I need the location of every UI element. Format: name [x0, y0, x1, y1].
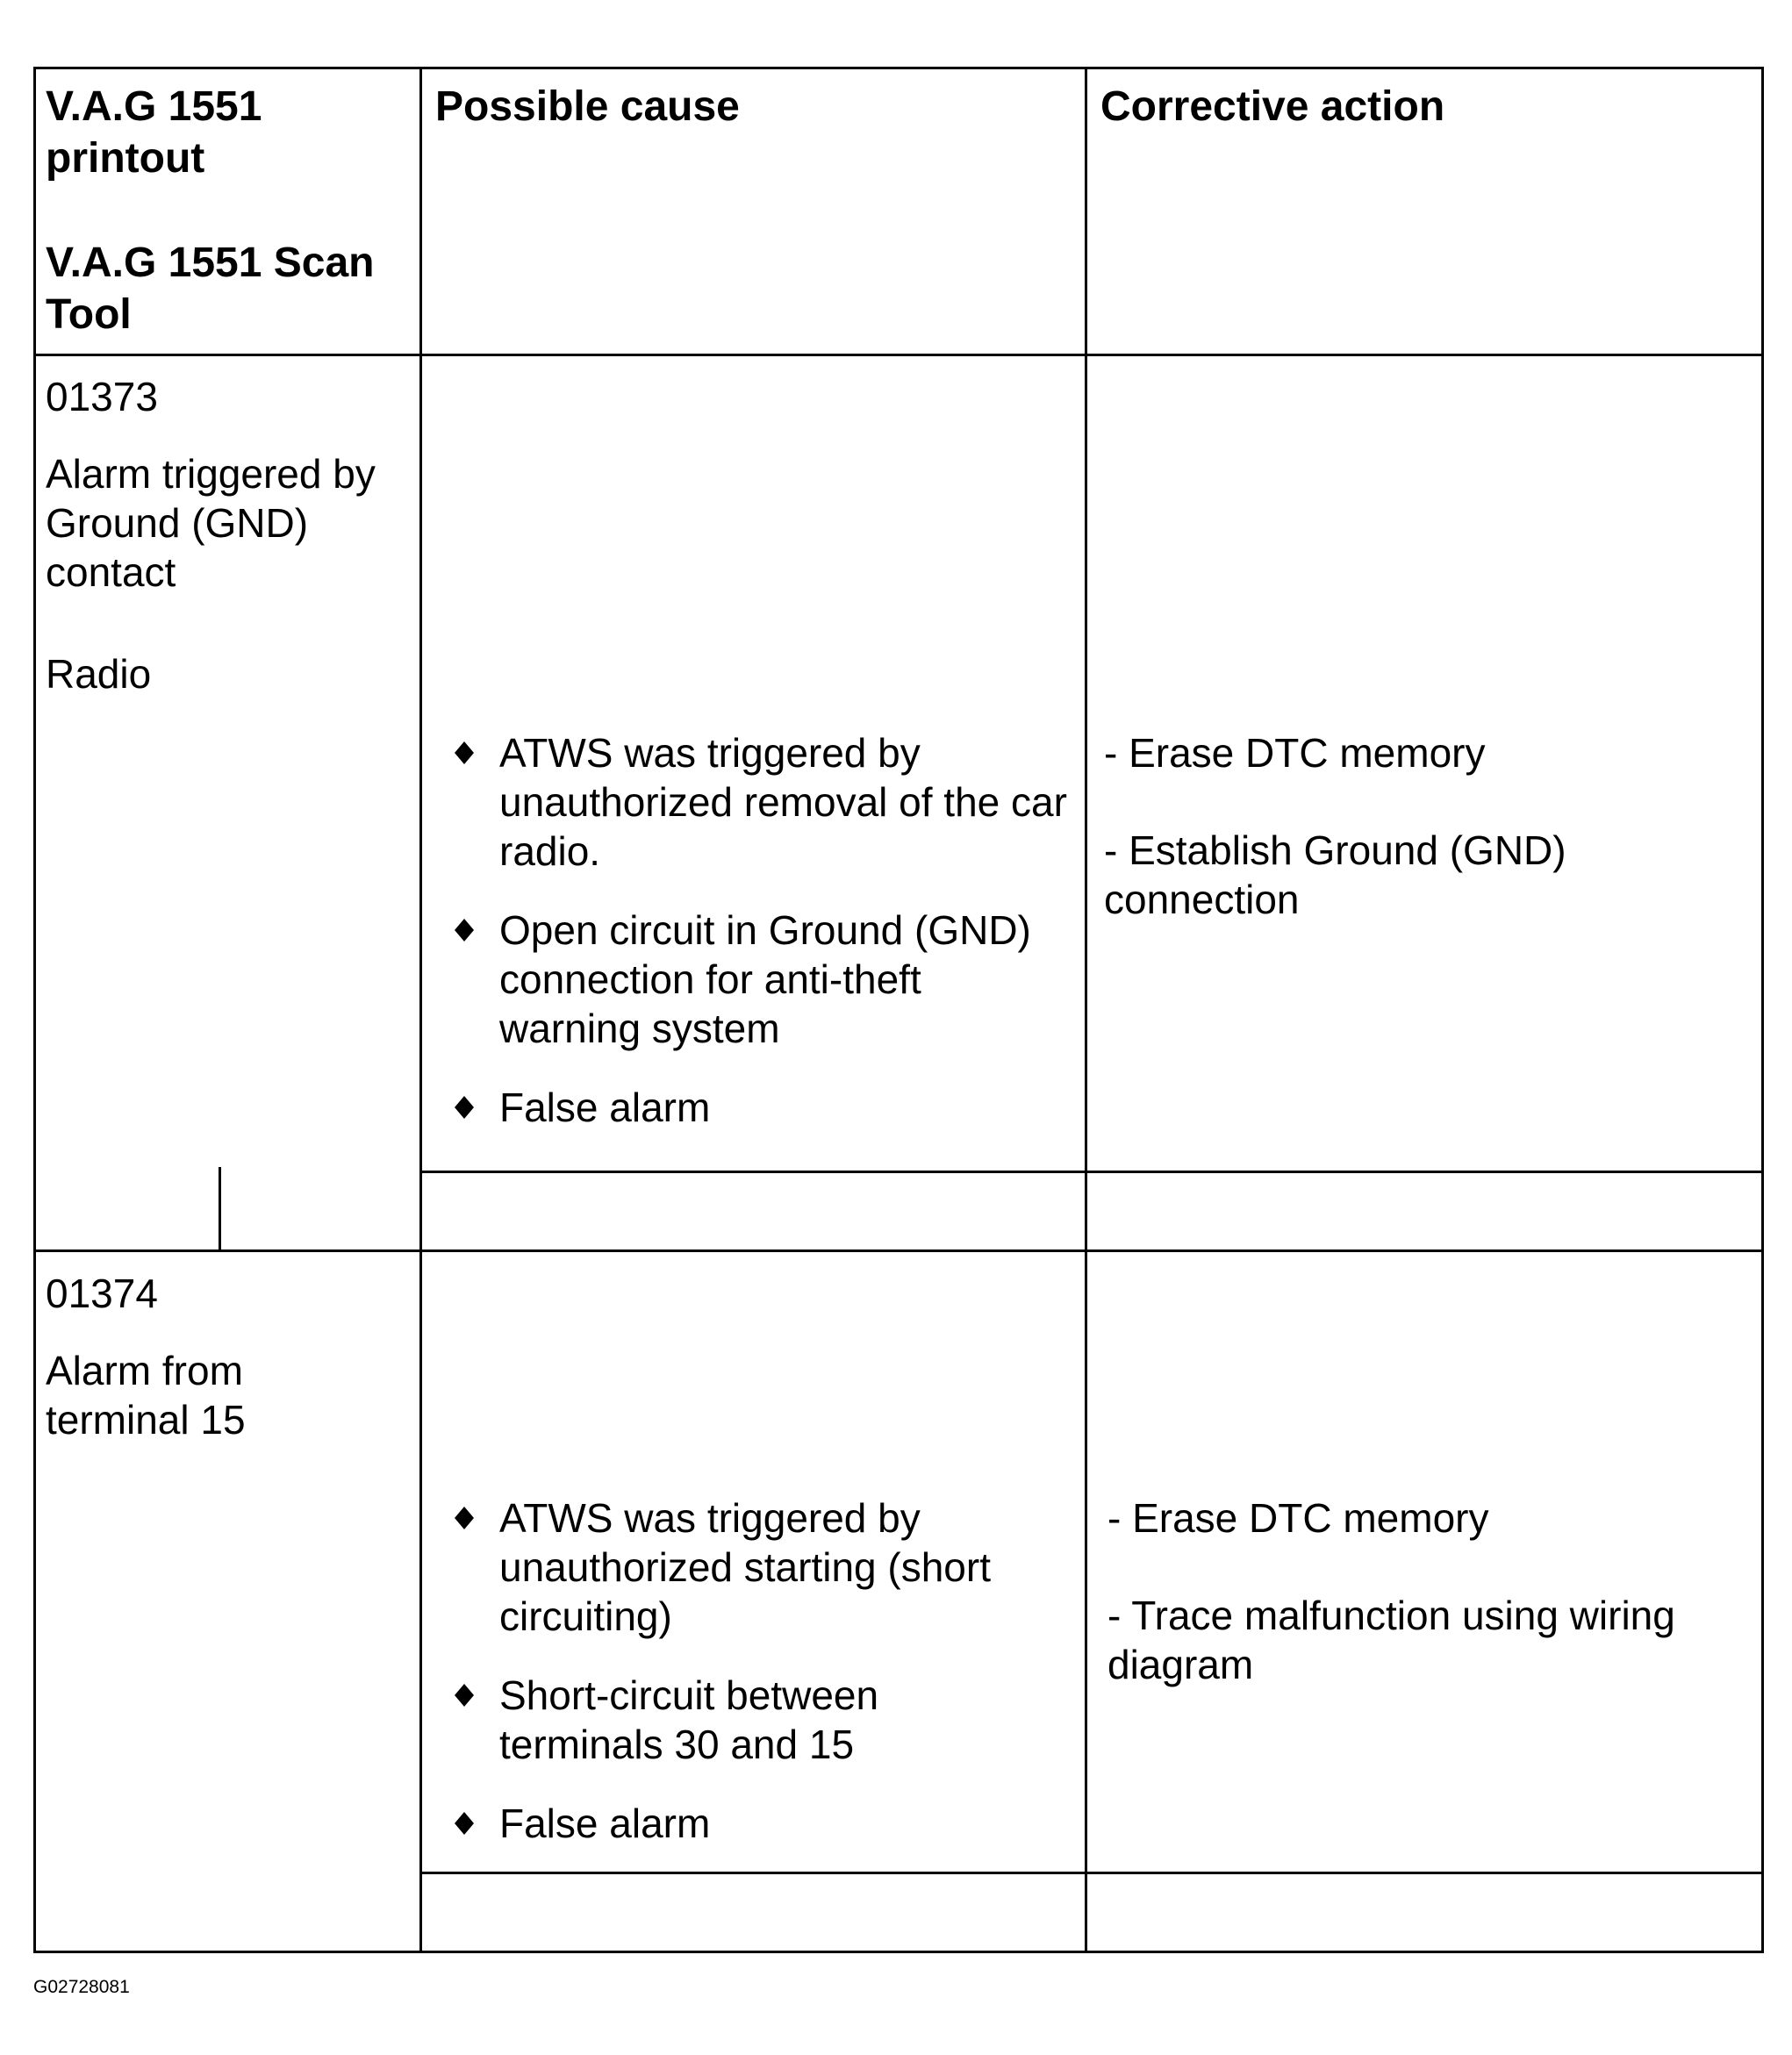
row1-sub-divider: [419, 1171, 1764, 1173]
row1-component: Radio: [46, 651, 152, 697]
list-item: [455, 1493, 1034, 1641]
list-item: [455, 1083, 1069, 1132]
row-divider: [33, 1249, 1764, 1252]
row2-sub-divider: [419, 1872, 1764, 1874]
row2-causes: [455, 1493, 1034, 1848]
header-scan-tool: V.A.G 1551 Scan Tool: [46, 240, 375, 338]
diamond-bullet-icon: [455, 1684, 474, 1707]
row2-actions: [1107, 1493, 1739, 1689]
row1-actions: [1104, 728, 1736, 924]
cause-text: Open circuit in Ground (GND) connection for anti-theft warning system: [499, 907, 1031, 1051]
diamond-bullet-icon: [455, 741, 474, 764]
cause-text: False alarm: [499, 1085, 711, 1130]
header-corrective-action: Corrective action: [1100, 83, 1445, 130]
cause-text: ATWS was triggered by unauthorized starting (short circuiting): [499, 1495, 991, 1639]
list-item: [455, 906, 1069, 1053]
header-printout: V.A.G 1551 printout: [46, 83, 262, 182]
action-item: - Trace malfunction using wiring diagram: [1107, 1593, 1675, 1687]
list-item: [455, 1671, 1034, 1769]
row1-causes: [455, 728, 1069, 1132]
figure-id: G02728081: [33, 1977, 130, 1997]
action-item: - Establish Ground (GND) connection: [1104, 827, 1566, 922]
diamond-bullet-icon: [455, 1812, 474, 1835]
diamond-bullet-icon: [455, 1507, 474, 1529]
cause-text: Short-circuit between terminals 30 and 15: [499, 1672, 879, 1767]
row1-code: 01373: [46, 374, 158, 419]
cause-text: ATWS was triggered by unauthorized removal of the car radio.: [499, 730, 1067, 874]
diamond-bullet-icon: [455, 919, 474, 942]
list-item: [455, 728, 1069, 876]
column-divider-2: [1085, 67, 1087, 1953]
row2-code: 01374: [46, 1271, 158, 1316]
row1-description: Alarm triggered by Ground (GND) contact: [46, 451, 376, 595]
list-item: [455, 1799, 1034, 1848]
header-possible-cause: Possible cause: [435, 83, 740, 130]
action-item: - Erase DTC memory: [1104, 730, 1486, 776]
column-divider-1: [419, 67, 422, 1953]
action-item: - Erase DTC memory: [1107, 1495, 1489, 1541]
cause-text: False alarm: [499, 1801, 711, 1846]
row2-description: Alarm from terminal 15: [46, 1348, 246, 1443]
diamond-bullet-icon: [455, 1096, 474, 1119]
connector-tick: [219, 1167, 221, 1250]
header-divider: [33, 354, 1764, 356]
